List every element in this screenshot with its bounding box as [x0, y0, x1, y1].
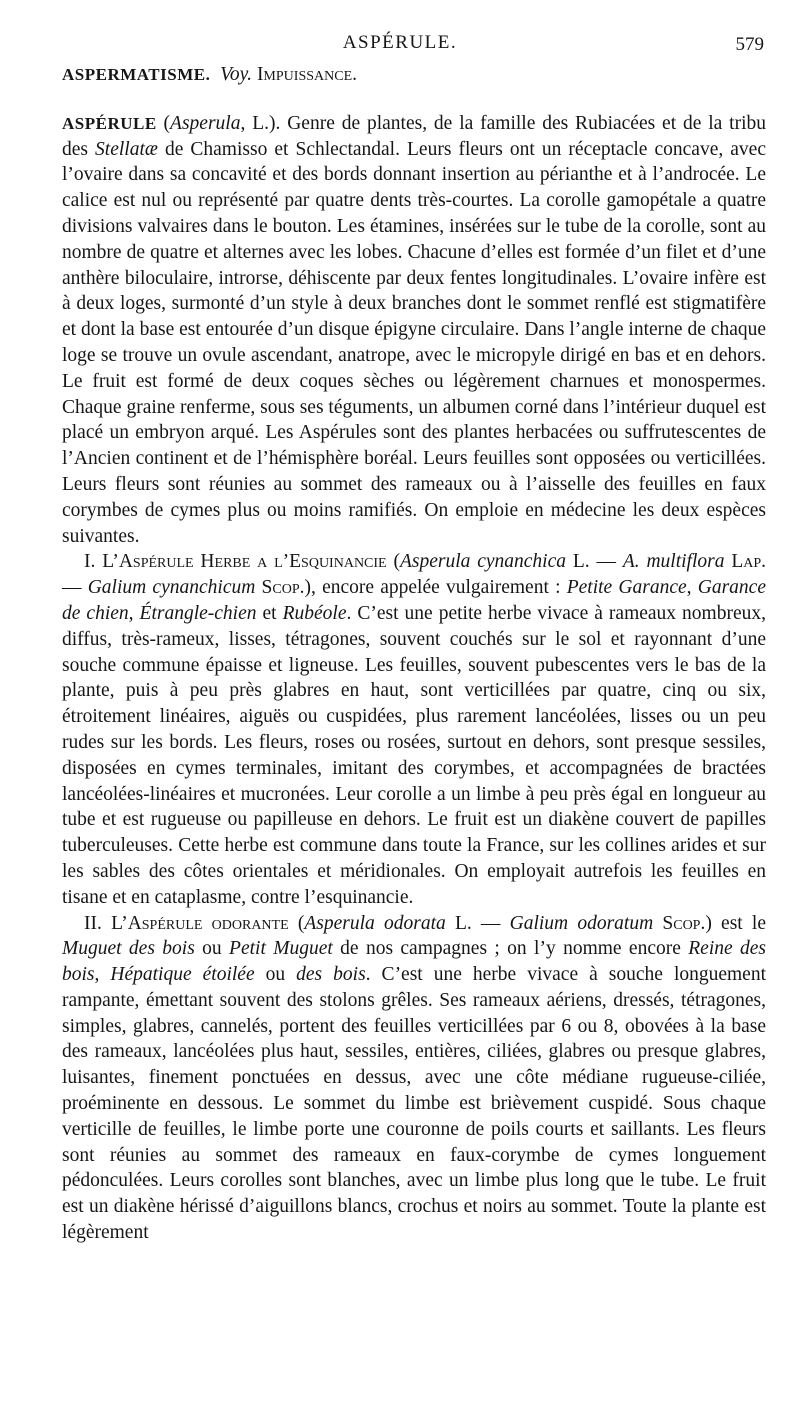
see-reference-label: Voy.: [220, 64, 253, 85]
species-description: . C’est une petite herbe vivace à rameaux nombreux, diffus, très-rameux, lisses, tétragones, souvent couchés sur le sol et rayonnant d’une souche commune épaisse et ligneuse. Les feuilles, souvent pubescentes vers le bas de la plante, puis à peu près glabres en haut, sont verticillées par quatre, cinq ou six, étroitement linéaires, aiguës ou cuspidées, plus rarement lancéolées, lisses ou un peu rudes sur les bords. Les fleurs, roses ou rosées, surtout en dehors, sont presque sessiles, disposées en cymes terminales, imitant des corymbes, et accompagnées de bractées lancéolées-linéaires et mucronées. Leur corolle a un limbe à peu près égal en longueur au tube et est rugueuse ou papilleuse en dehors. Le fruit est un diakène couvert de papilles tuberculeuses. Cette herbe est commune dans toute la France, sur les collines arides et sur les sables des côtes orientales et méridionales. On employait autrefois les feuilles en tisane et en cataplasme, contre l’esquinancie.: [62, 602, 766, 908]
species-name: L’Aspérule Herbe a l’Esquinancie: [102, 551, 387, 573]
tribe-name: Stellatæ: [95, 138, 158, 160]
species-odorata: II. L’Aspérule odorante (Asperula odorata L. — Galium odoratum Scop.) est le Muguet des bois ou Petit Muguet de nos campagnes ; on l’y nomme encore Reine des bois, Hépatique étoilée ou des bois. C’est une herbe vivace à souche longuement rampante, émettant souvent des stolons grêles. Ses rameaux aériens, dressés, tétragones, simples, glabres, cannelés, portent des feuilles verticillées par 6 ou 8, obovées à la base des rameaux, lancéolées plus haut, sessiles, entières, ciliées, glabres ou presque glabres, luisantes, finement ponctuées en dessus, avec une côte médiane rugueuse-ciliée, proéminente en dessous. Le sommet du limbe est brièvement cuspidé. Sous chaque verticille de feuilles, le limbe porte une couronne de poils courts et saillants. Les fleurs sont réunies au sommet des rameaux en faux-corymbe de cymes longuement pédonculées. Leurs corolles sont blanches, avec un limbe plus long que le tube. Le fruit est un diakène hérissé d’aiguillons blancs, crochus et noirs au sommet. Toute la plante est légèrement: [62, 912, 767, 1244]
species-description: . C’est une herbe vivace à souche longuement rampante, émettant souvent des stolons grêles. Ses rameaux aériens, dressés, tétragones, simples, glabres, cannelés, portent des feuilles verticillées par 6 ou 8, obovées à la base des rameaux, lancéolées plus haut, sessiles, entières, ciliées, glabres ou presque glabres, luisantes, finement ponctuées en dessus, avec une côte médiane rugueuse-ciliée, proéminente en dessous. Le sommet du limbe est brièvement cuspidé. Sous chaque verticille de feuilles, le limbe porte une couronne de poils courts et saillants. Les fleurs sont réunies au sommet des rameaux en faux-corymbe de cymes longuement pédonculées. Leurs corolles sont blanches, avec un limbe plus long que le tube. Le fruit est un diakène hérissé d’aiguillons blancs, crochus et noirs au sommet. Toute la plante est légèrement: [62, 964, 767, 1244]
entry-text: de Chamisso et Schlectandal. Leurs fleurs ont un réceptacle concave, avec l’ovaire dans sa concavité et des bords donnant insertion au périanthe et à l’androcée. Le calice est nul ou représenté par quatre dents très-courtes. La corolle gamopétale a quatre divisions valvaires dans le bouton. Les étamines, insérées sur le tube de la corolle, sont au nombre de quatre et alternes avec les lobes. Chacune d’elles est formée d’un filet et d’une anthère biloculaire, introrse, déhiscente par deux fentes longitudinales. L’ovaire infère est à deux loges, surmonté d’un style à deux branches dont le sommet renflé est stigmatifère et dont la base est entourée d’un disque épigyne circulaire. Dans l’angle interne de chaque loge se trouve un ovule ascendant, anatrope, avec le micropyle dirigé en bas et en dehors. Le fruit est formé de deux coques sèches ou légèrement charnues et monospermes. Chaque graine renferme, sous ses téguments, un albumen corné dans l’intérieur duquel est placé un embryon arqué. Les Aspérules sont des plantes herbacées ou suffrutescentes de l’Ancien continent et de l’hémisphère boréal. Leurs feuilles sont opposées ou verticillées. Leurs fleurs sont réunies au sommet des rameaux ou à l’aisselle des feuilles en faux corymbes de cymes plus ou moins ramifiés. On emploie en médecine les deux espèces suivantes.: [62, 138, 766, 547]
cross-reference: Impuissance.: [256, 64, 357, 85]
headword-aspermatisme: ASPERMATISME.: [62, 65, 211, 84]
headword-asperule: ASPÉRULE: [62, 113, 157, 133]
latin-name: Asperula: [170, 112, 241, 134]
species-cynanchica: I. L’Aspérule Herbe a l’Esquinancie (Asperula cynanchica L. — A. multiflora Lap. — Galium cynanchicum Scop.), encore appelée vulgairement : Petite Garance, Garance de chien, Étrangle-chien et Rubéole. C’est une petite herbe vivace à rameaux nombreux, diffus, très-rameux, lisses, tétragones, souvent couchés sur le sol et rayonnant d’une souche commune épaisse et ligneuse. Les feuilles, souvent pubescentes vers le bas de la plante, puis à peu près glabres en haut, sont verticillées par quatre, cinq ou six, étroitement linéaires, aiguës ou cuspidées, plus rarement lancéolées, lisses ou un peu rudes sur les bords. Les fleurs, roses ou rosées, surtout en dehors, sont presque sessiles, disposées en cymes terminales, imitant des corymbes, et accompagnées de bractées lancéolées-linéaires et mucronées. Leur corolle a un limbe à peu près égal en longueur au tube et est rugueuse ou papilleuse en dehors. Le fruit est un diakène couvert de papilles tuberculeuses. Cette herbe est commune dans toute la France, sur les collines arides et sur les sables des côtes orientales et méridionales. On employait autrefois les feuilles en tisane et en cataplasme, contre l’esquinancie.: [62, 551, 766, 908]
species-number: I.: [84, 551, 103, 573]
running-title: ASPÉRULE.: [342, 32, 458, 53]
entry-aspermatisme: [62, 62, 766, 88]
running-head: [0, 30, 800, 60]
page-number: 579: [735, 34, 764, 55]
species-number: II.: [84, 912, 112, 934]
species-name: L’Aspérule odorante: [111, 912, 289, 934]
text-body: [62, 62, 766, 1246]
entry-asperule: ASPÉRULE (Asperula, L.). Genre de plantes, de la famille des Rubiacées et de la tribu des Stellatæ de Chamisso et Schlectandal. Leurs fleurs ont un réceptacle concave, avec l’ovaire dans sa concavité et des bords donnant insertion au périanthe et à l’androcée. Le calice est nul ou représenté par quatre dents très-courtes. La corolle gamopétale a quatre divisions valvaires dans le bouton. Les étamines, insérées sur le tube de la corolle, sont au nombre de quatre et alternes avec les lobes. Chacune d’elles est formée d’un filet et d’une anthère biloculaire, introrse, déhiscente par deux fentes longitudinales. L’ovaire infère est à deux loges, surmonté d’un style à deux branches dont le sommet renflé est stigmatifère et dont la base est entourée d’un disque épigyne circulaire. Dans l’angle interne de chaque loge se trouve un ovule ascendant, anatrope, avec le micropyle dirigé en bas et en dehors. Le fruit est formé de deux coques sèches ou légèrement charnues et monospermes. Chaque graine renferme, sous ses téguments, un albumen corné dans l’intérieur duquel est placé un embryon arqué. Les Aspérules sont des plantes herbacées ou suffrutescentes de l’Ancien continent et de l’hémisphère boréal. Leurs feuilles sont opposées ou verticillées. Leurs fleurs sont réunies au sommet des rameaux ou à l’aisselle des feuilles en faux corymbes de cymes plus ou moins ramifiés. On emploie en médecine les deux espèces suivantes.: [62, 112, 767, 547]
